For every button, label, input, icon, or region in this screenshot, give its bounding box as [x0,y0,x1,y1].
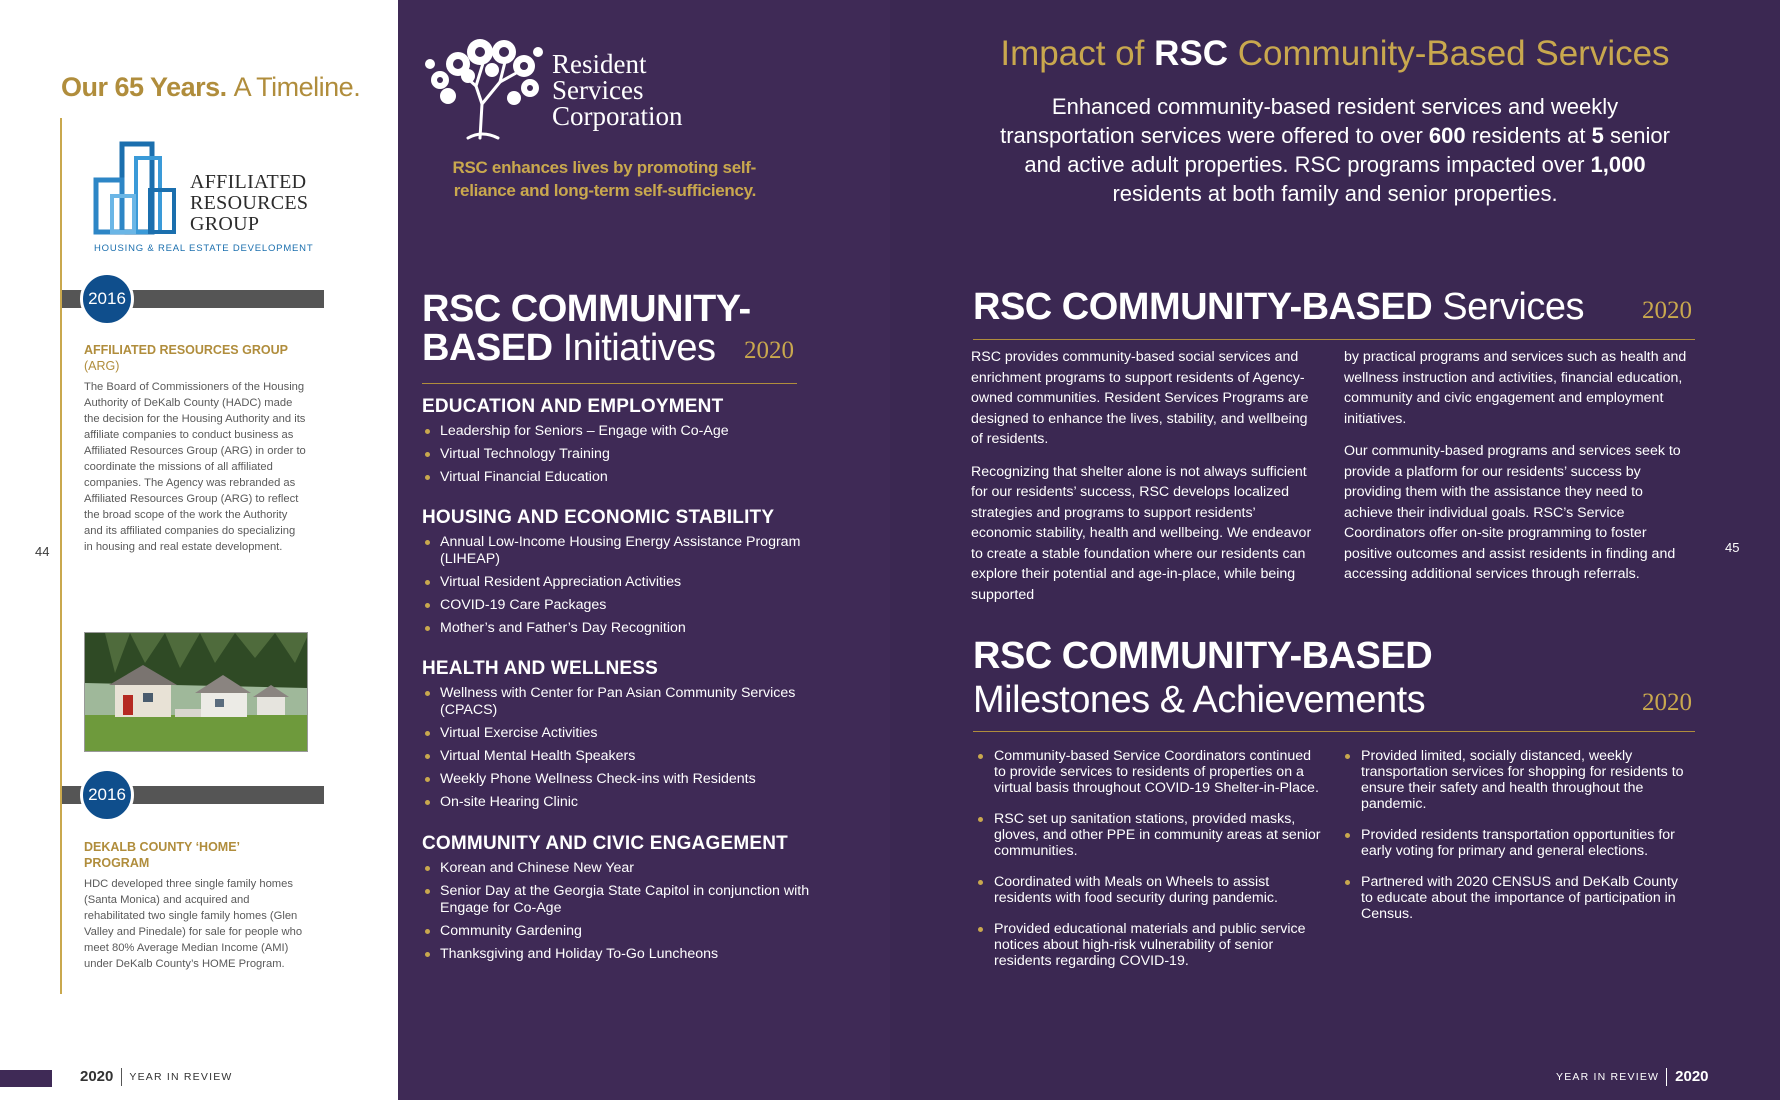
footer-label: YEAR IN REVIEW [129,1071,233,1084]
list-item: Coordinated with Meals on Wheels to assist residents with food security during pandemic. [974,874,1324,906]
list-item: Annual Low-Income Housing Energy Assistance Program (LIHEAP) [422,534,822,568]
footer-accent-bar [0,1070,52,1087]
rsc-logo [418,34,708,144]
services-text-col1 [971,347,1315,617]
list-item: Korean and Chinese New Year [422,860,822,877]
timeline-title-bold: Our 65 Years. [61,72,227,102]
timeline-title [61,72,360,103]
services-year: 2020 [1642,297,1692,324]
list-item: Virtual Technology Training [422,446,822,463]
list-item: Virtual Financial Education [422,469,822,486]
category-heading: HEALTH AND WELLNESS [422,658,659,679]
paragraph: Recognizing that shelter alone is not always sufficient for our residents’ success, RSC develops localized strategies and programs to support residents’ economic stability, health and wellbeing. We endeavor to create a stable foundation where our residents can explore their potential and age-in-place, while being supported [971,463,1312,603]
initiatives-rule [422,383,797,384]
arg-logo [92,140,312,258]
timeline-entry-text: HDC developed three single family homes (Santa Monica) and acquired and rehabilitated two single family homes (Glen Valley and Pinedale) for sale for people who meet 80% Average Median Income (AMI) under DeKalb County’s HOME Program. [84,878,303,970]
list-item: Virtual Exercise Activities [422,725,822,742]
arg-logo-name: AFFILIATED RESOURCES GROUP [190,171,309,235]
paragraph: Our community-based programs and services seek to provide a platform for our residents’ success by providing them with the assistance they need to achieve their individual goals. RSC’s Service Coordinators offer on-site programming to foster positive outcomes and assist residents in finding and accessing additional services through referrals. [1344,443,1681,582]
list-item: Wellness with Center for Pan Asian Community Services (CPACS) [422,685,822,719]
milestones-title: RSC COMMUNITY-BASED Milestones & Achievements [973,635,1433,721]
milestones-rule [973,731,1695,732]
category-health [422,658,822,817]
houses-illustration [85,633,308,752]
category-community [422,833,822,969]
milestones-year: 2020 [1642,689,1692,716]
list-item: Senior Day at the Georgia State Capitol in conjunction with Engage for Co-Age [422,883,822,917]
milestones-col2 [1341,748,1691,937]
footer-right [1556,1068,1709,1086]
list-item: Leadership for Seniors – Engage with Co-Age [422,423,822,440]
services-page [890,0,1780,1100]
list-item: Weekly Phone Wellness Check-ins with Residents [422,771,822,788]
timeline-year-badge: 2016 [80,768,134,822]
category-education [422,396,822,492]
timeline-title-light: A Timeline. [233,72,361,102]
list-item: Provided residents transportation opportunities for early voting for primary and general elections. [1341,827,1691,859]
houses-photo [84,632,308,752]
list-item: Community Gardening [422,923,822,940]
category-heading: EDUCATION AND EMPLOYMENT [422,396,724,417]
timeline-entry-text: The Board of Commissioners of the Housing Authority of DeKalb County (HADC) made the decision for the Housing Authority and its affiliate companies to conduct business as Affiliated Resources Group (ARG) in order to coordinate the missions of all affiliated companies. The Agency was rebranded as Affiliated Resources Group (ARG) to reflect the broad scope of the work the Authority and its affiliated companies do specializing in housing and real estate development. [84,381,306,553]
footer-label: YEAR IN REVIEW [1556,1071,1660,1084]
mission-statement: RSC enhances lives by promoting self-reliance and long-term self-sufficiency. [452,158,756,200]
page-number-right: 45 [1725,540,1740,555]
category-heading: COMMUNITY AND CIVIC ENGAGEMENT [422,833,788,854]
list-item: Mother’s and Father’s Day Recognition [422,620,822,637]
impact-summary: Enhanced community-based resident services and weekly transportation services were offered to over 600 residents at 5 senior and active adult properties. RSC programs impacted over 1,000 residents at both family and senior properties. [1000,94,1670,206]
list-item: Provided educational materials and public service notices about high-risk vulnerability of senior residents regarding COVID-19. [974,921,1324,969]
services-rule [973,339,1695,340]
category-heading: HOUSING AND ECONOMIC STABILITY [422,507,775,528]
list-item: Community-based Service Coordinators continued to provide services to residents of properties on a virtual basis throughout COVID-19 Shelter-in-Place. [974,748,1324,796]
timeline-rule [60,118,62,994]
impact-title: Impact of RSC Community-Based Services [1000,34,1670,73]
services-title: RSC COMMUNITY-BASED Services [973,286,1584,328]
footer-year: 2020 [1675,1068,1709,1085]
tree-logo-icon [418,34,548,144]
building-logo-icon [92,140,187,240]
arg-logo-tagline: HOUSING & REAL ESTATE DEVELOPMENT [94,243,314,254]
paragraph: RSC provides community-based social services and enrichment programs to support residents of Agency-owned communities. Resident Services Programs are designed to enhance the lives, stability, and wellbeing of residents. [971,349,1309,447]
rsc-logo-text: Resident Services Corporation [552,49,683,131]
services-text-col2 [1344,347,1688,597]
timeline-year-badge: 2016 [80,272,134,326]
page-number-left: 44 [35,544,50,559]
list-item: RSC set up sanitation stations, provided masks, gloves, and other PPE in community areas at senior communities. [974,811,1324,859]
list-item: On-site Hearing Clinic [422,794,822,811]
list-item: Virtual Mental Health Speakers [422,748,822,765]
timeline-entry-heading: AFFILIATED RESOURCES GROUP (ARG) [84,343,288,373]
list-item: Provided limited, socially distanced, weekly transportation services for shopping for residents to ensure their safety and health throughout the pandemic. [1341,748,1691,812]
list-item: COVID-19 Care Packages [422,597,822,614]
timeline-entry-heading: DEKALB COUNTY ‘HOME’ PROGRAM [84,840,241,870]
initiatives-title: RSC COMMUNITY-BASED Initiatives [422,288,751,369]
milestones-col1 [974,748,1324,984]
list-item: Virtual Resident Appreciation Activities [422,574,822,591]
category-housing [422,507,822,643]
paragraph: by practical programs and services such as health and wellness instruction and activities, financial education, community and civic engagement and employment initiatives. [1344,349,1687,427]
list-item: Partnered with 2020 CENSUS and DeKalb County to educate about the importance of participation in Census. [1341,874,1691,922]
footer-year: 2020 [80,1068,114,1085]
initiatives-column [398,0,890,1100]
timeline-column [0,0,398,1100]
initiatives-year: 2020 [744,337,794,364]
list-item: Thanksgiving and Holiday To-Go Luncheons [422,946,822,963]
footer-left [80,1068,233,1086]
